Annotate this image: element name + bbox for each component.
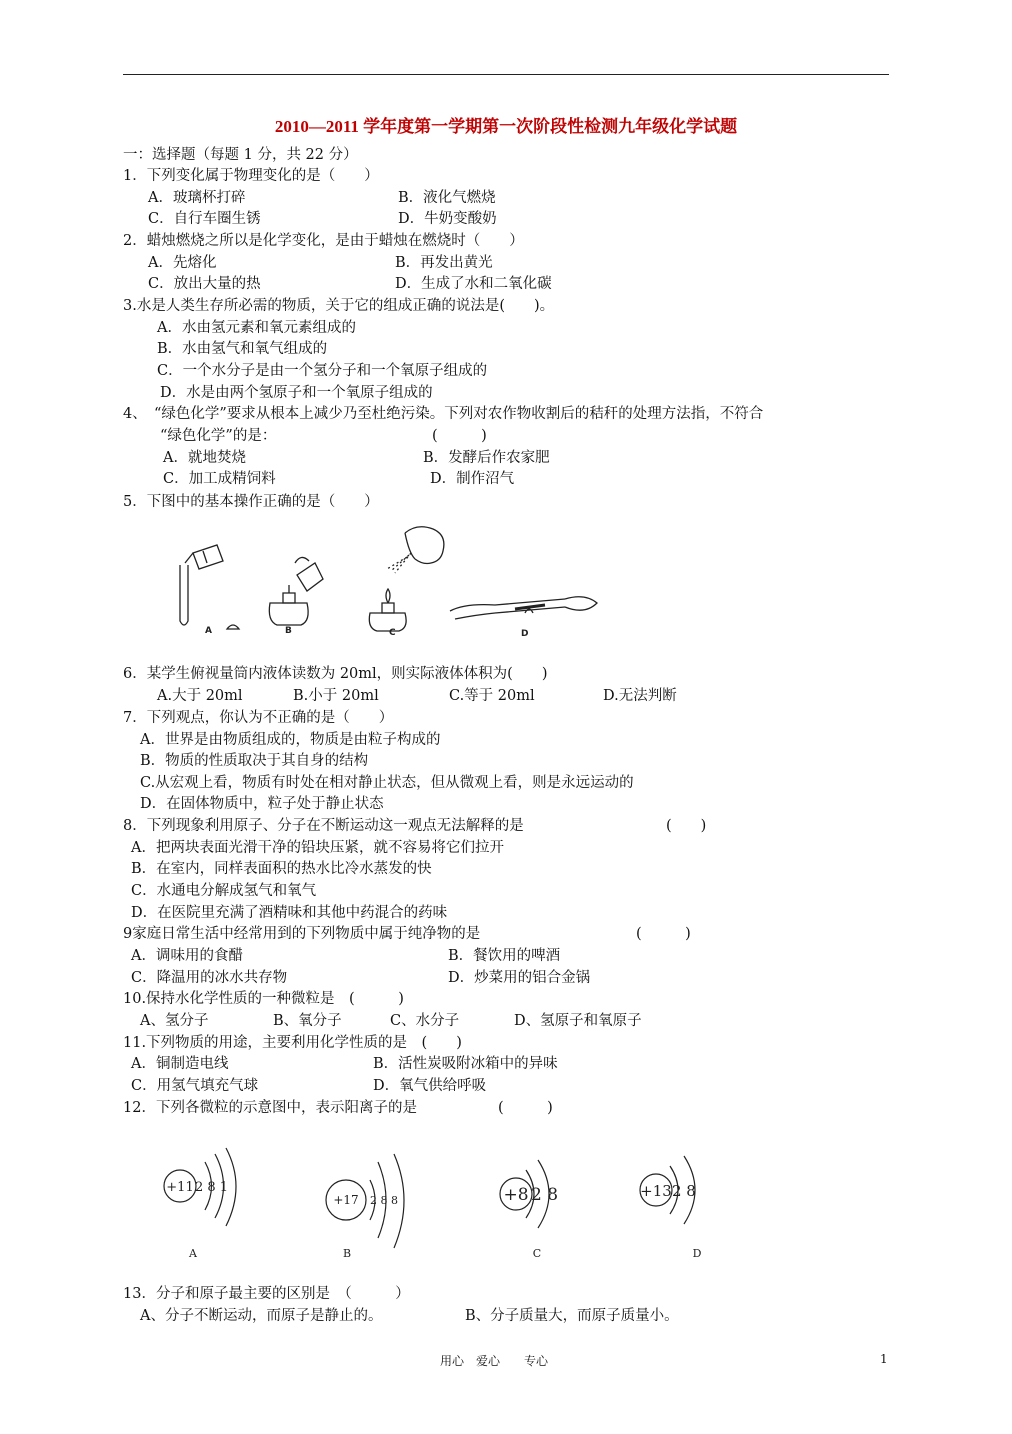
q4-option-b: B．发酵后作农家肥 [423,450,550,466]
q4-option-a: A．就地焚烧 [163,450,246,466]
q10-stem: 10.保持水化学性质的一种微粒是 ( ) [123,991,404,1007]
atom-c-shells: 2 8 [531,1185,559,1205]
q1-stem: 1．下列变化属于物理变化的是（ ） [123,168,379,184]
q12-stem: 12．下列各微粒的示意图中，表示阳离子的是 [123,1100,417,1116]
q8-answer-paren: ( ) [666,818,707,834]
q7-option-a: A．世界是由物质组成的，物质是由粒子构成的 [140,732,441,748]
q1-option-b: B．液化气燃烧 [398,190,496,206]
q2-option-c: C．放出大量的热 [148,276,261,292]
q4-stem-line2: “绿色化学”的是： [160,428,277,444]
figure-c-blow [369,527,444,631]
figure-d-heating [450,597,597,619]
header-rule [123,74,889,75]
q6-option-d: D.无法判断 [603,688,677,704]
q11-option-a: A．铜制造电线 [131,1056,229,1072]
atom-d-shells: 2 8 [672,1182,696,1200]
footer-text: 用心 爱心 专心 [440,1354,549,1368]
q8-option-d: D．在医院里充满了酒精味和其他中药混合的药味 [131,905,448,921]
atom-d-nucleus: +13 [640,1182,672,1200]
q2-stem: 2．蜡烛燃烧之所以是化学变化，是由于蜡烛在燃烧时（ ） [123,233,524,249]
q1-option-a: A．玻璃杯打碎 [148,190,246,206]
atom-c-label: C [532,1247,542,1260]
q2-option-d: D．生成了水和二氧化碳 [395,276,552,292]
q3-option-c: C．一个水分子是由一个氢分子和一个氧原子组成的 [157,363,488,379]
atom-d-label: D [692,1247,702,1260]
atom-b-label: B [342,1247,352,1260]
q7-stem: 7．下列观点，你认为不正确的是（ ） [123,710,394,726]
q2-option-a: A．先熔化 [148,255,217,271]
q11-option-b: B．活性炭吸附冰箱中的异味 [373,1056,558,1072]
q7-option-d: D．在固体物质中，粒子处于静止状态 [140,796,384,812]
q10-option-a: A、氢分子 [140,1013,209,1029]
q9-stem: 9家庭日常生活中经常用到的下列物质中属于纯净物的是 [123,926,481,942]
figure-b-lamp [269,557,323,625]
atom-a-label: A [189,1247,197,1260]
q3-stem: 3.水是人类生存所必需的物质，关于它的组成正确的说法是( )。 [123,298,555,314]
q13-option-a: A、分子不断运动，而原子是静止的。 [140,1308,383,1324]
q8-option-c: C．水通电分解成氢气和氧气 [131,883,317,899]
lab-operations-figure [165,523,610,643]
figure-label-b: B [285,626,292,636]
q2-option-b: B．再发出黄光 [395,255,493,271]
q1-option-c: C．自行车圈生锈 [148,211,261,227]
q6-option-a: A.大于 20ml [157,688,243,704]
q10-option-c: C、水分子 [390,1013,460,1029]
atom-diagrams-figure [150,1140,730,1265]
q13-stem: 13．分子和原子最主要的区别是 （ ） [123,1286,410,1302]
figure-label-d: D [521,629,529,639]
q4-option-d: D．制作沼气 [430,471,515,487]
atom-c-nucleus: +8 [503,1185,529,1205]
q12-answer-paren: ( ) [498,1100,553,1116]
q4-stem-line1: 4、 “绿色化学”要求从根本上减少乃至杜绝污染。下列对农作物收割后的秸秆的处理方法指，不符合 [123,406,764,422]
q9-answer-paren: ( ) [636,926,691,942]
q9-option-a: A．调味用的食醋 [131,948,243,964]
q8-option-b: B．在室内，同样表面积的热水比冷水蒸发的快 [131,861,432,877]
q10-option-b: B、氧分子 [273,1013,342,1029]
q7-option-c: C.从宏观上看，物质有时处在相对静止状态，但从微观上看，则是永远运动的 [140,775,634,791]
atom-b-shells: 2 8 8 [370,1194,398,1207]
q10-option-d: D、氢原子和氧原子 [514,1013,642,1029]
figure-label-c: C [389,628,396,638]
q9-option-c: C．降温用的冰水共存物 [131,970,288,986]
figure-a-pouring [180,545,239,629]
page-title: 2010—2011 学年度第一学期第一次阶段性检测九年级化学试题 [274,117,738,136]
q8-option-a: A．把两块表面光滑干净的铅块压紧，就不容易将它们拉开 [131,840,504,856]
q4-answer-paren: ( ) [432,428,487,444]
section-heading: 一：选择题（每题 1 分，共 22 分） [123,147,358,163]
atom-b-nucleus: +17 [333,1193,359,1207]
q6-option-b: B.小于 20ml [293,688,379,704]
q3-option-a: A．水由氢元素和氧元素组成的 [157,320,356,336]
atom-a-shells: 2 8 1 [195,1180,229,1195]
q6-option-c: C.等于 20ml [449,688,535,704]
q5-stem: 5．下图中的基本操作正确的是（ ） [123,494,379,510]
q11-option-d: D．氧气供给呼吸 [373,1078,487,1094]
q11-option-c: C．用氢气填充气球 [131,1078,259,1094]
q4-option-c: C．加工成精饲料 [163,471,276,487]
q7-option-b: B．物质的性质取决于其自身的结构 [140,753,369,769]
q11-stem: 11.下列物质的用途，主要利用化学性质的是 ( ) [123,1035,462,1051]
q13-option-b: B、分子质量大，而原子质量小。 [465,1308,679,1324]
atom-a-nucleus: +11 [166,1180,194,1195]
q1-option-d: D．牛奶变酸奶 [398,211,497,227]
q9-option-d: D．炒菜用的铝合金锅 [448,970,591,986]
q3-option-b: B．水由氢气和氧气组成的 [157,341,328,357]
q6-stem: 6．某学生俯视量筒内液体读数为 20ml，则实际液体体积为( ) [123,666,548,682]
q9-option-b: B．餐饮用的啤酒 [448,948,561,964]
q3-option-d: D．水是由两个氢原子和一个氧原子组成的 [160,385,433,401]
q8-stem: 8．下列现象利用原子、分子在不断运动这一观点无法解释的是 [123,818,524,834]
page-number: 1 [880,1352,888,1366]
figure-label-a: A [205,626,212,636]
